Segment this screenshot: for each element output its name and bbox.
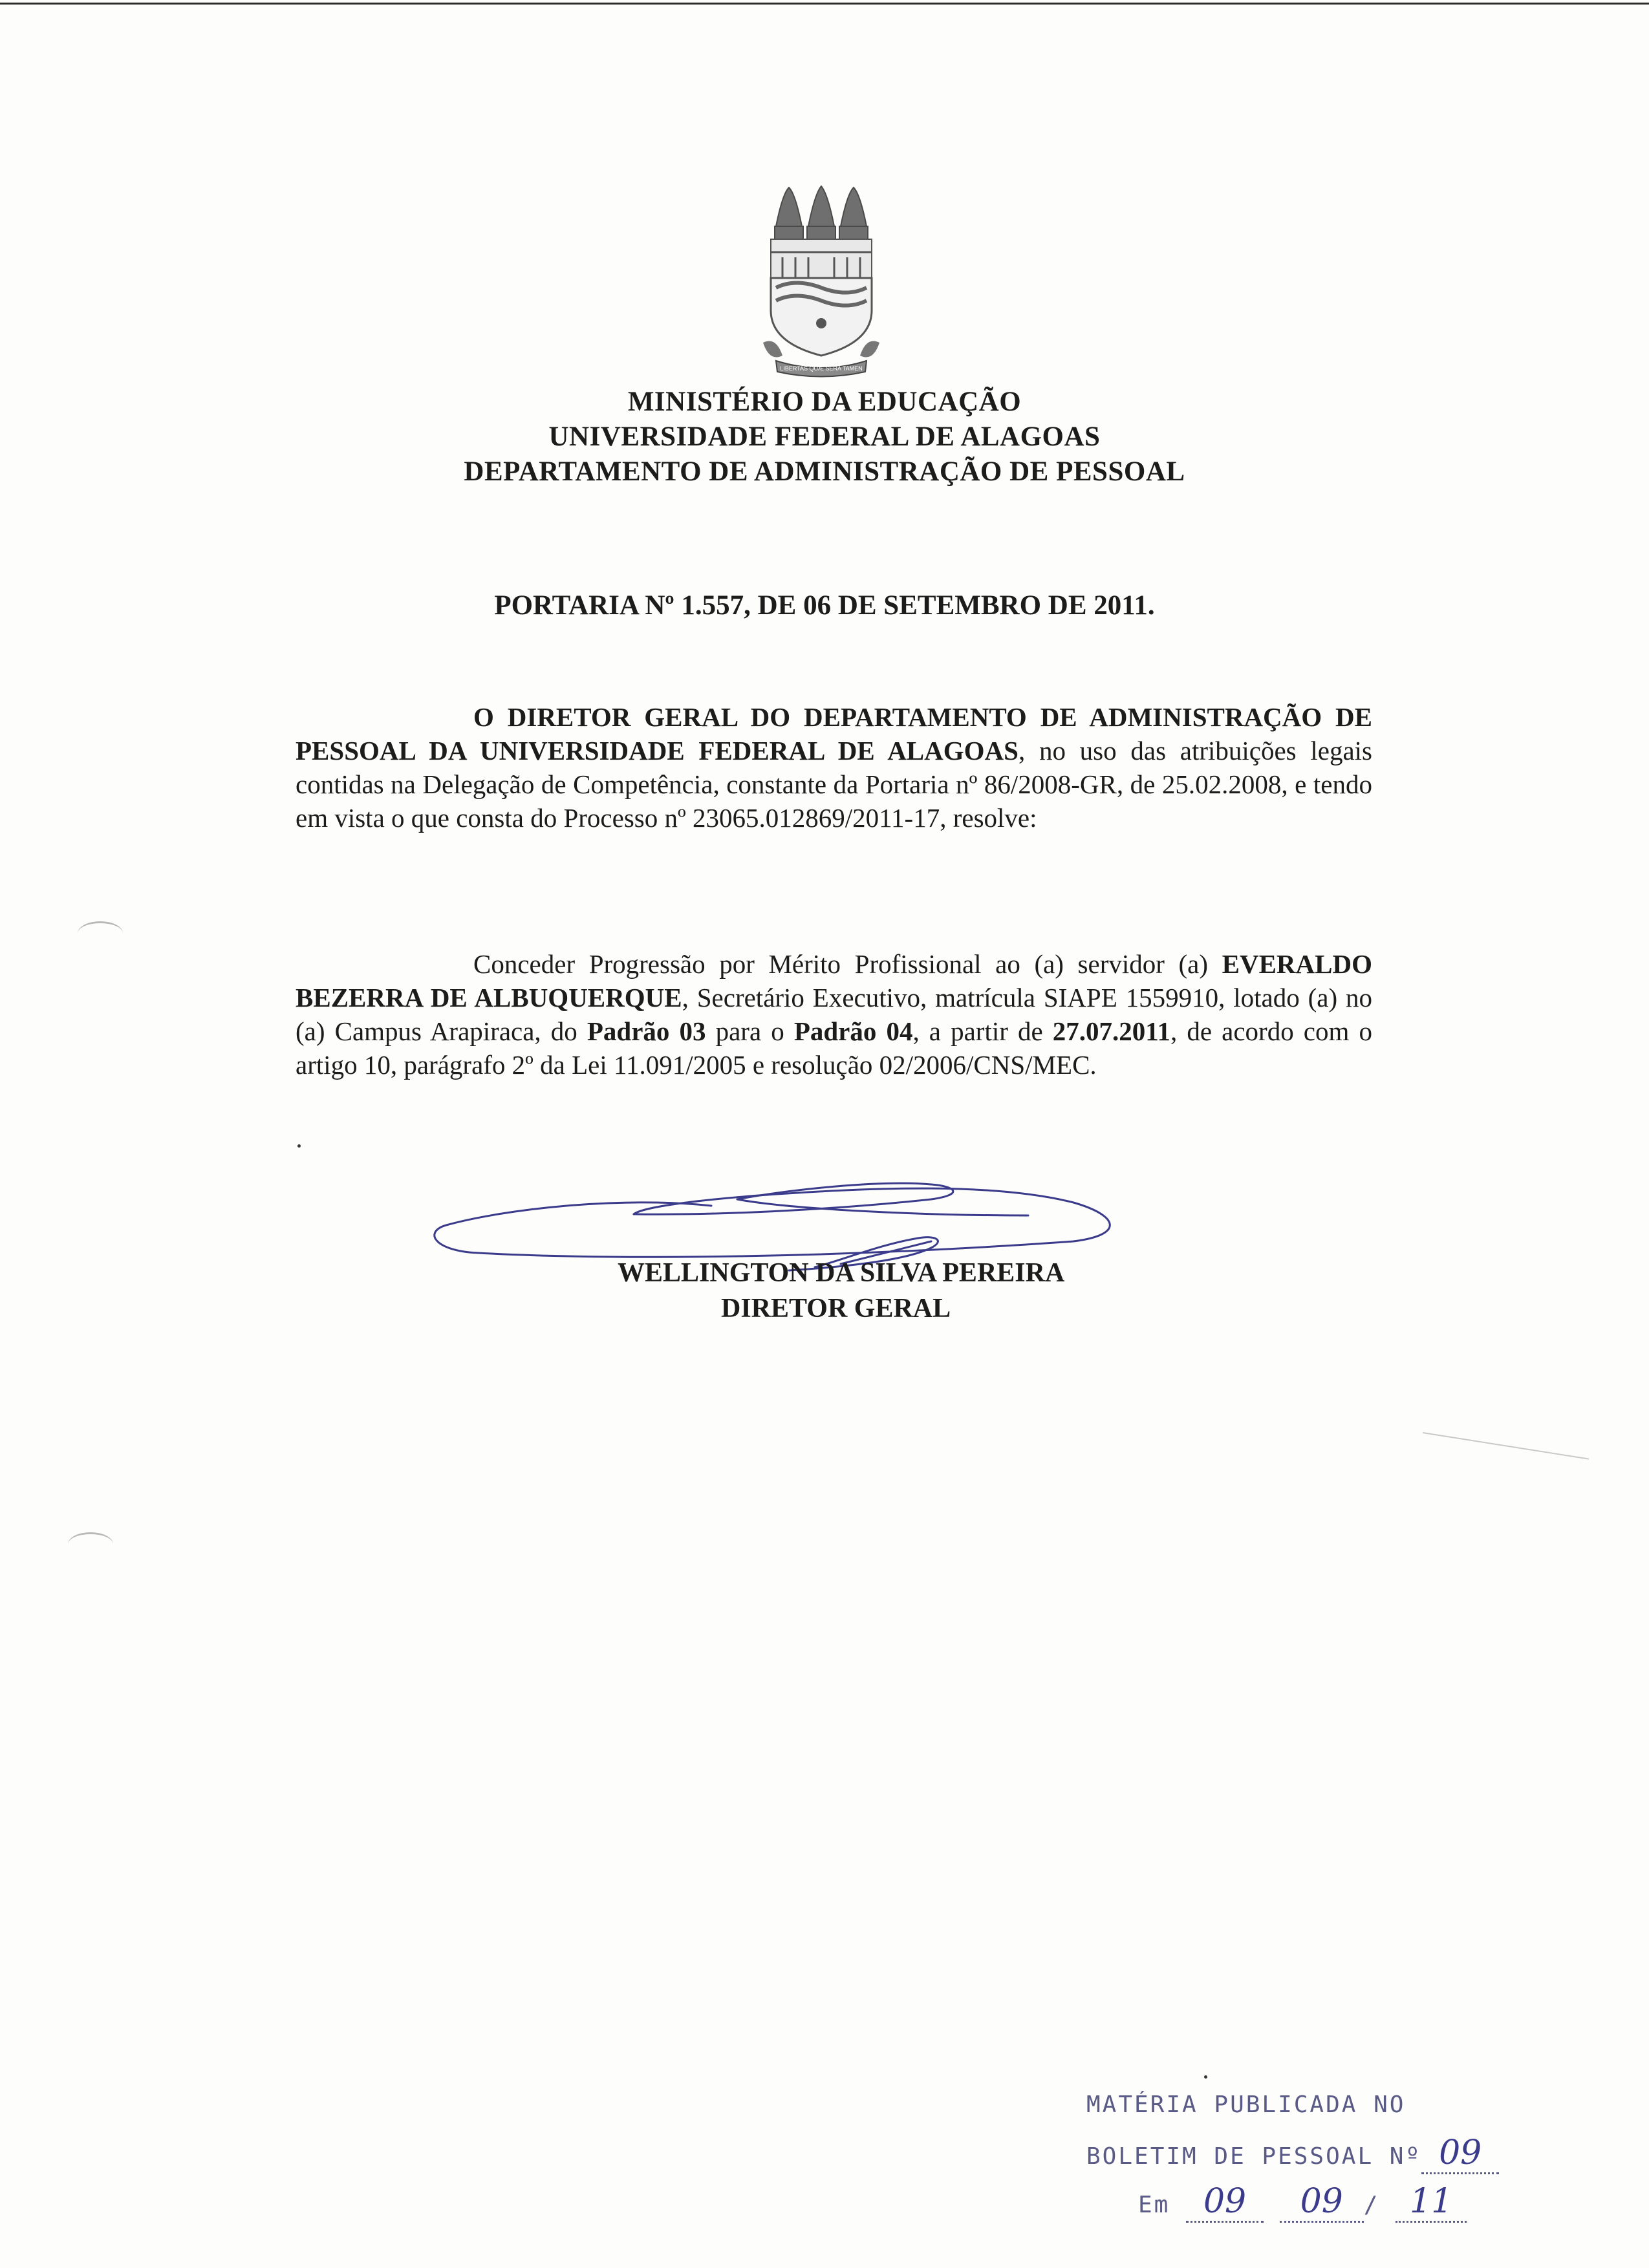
body-text: Conceder Progressão por Mérito Profissional ao (a) servidor (a) [473, 949, 1222, 979]
publication-stamp-line2: BOLETIM DE PESSOAL Nº 09 [1086, 2134, 1507, 2174]
stamp-month: 09 [1300, 2182, 1343, 2221]
publication-stamp-line3: Em 09 09 / 11 [1138, 2182, 1558, 2223]
from-level: Padrão 03 [587, 1016, 706, 1046]
body-text: , a partir de [912, 1016, 1053, 1046]
svg-text:LIBERTAS QUÆ SERA TAMEN: LIBERTAS QUÆ SERA TAMEN [780, 365, 863, 372]
punch-hole-mark [68, 1532, 113, 1556]
effective-date: 27.07.2011 [1052, 1016, 1171, 1046]
body-text: , Secretário Executivo, matrícula SIAPE 1559910, lotado (a) no (a) Campus Arapiraca, do [296, 983, 1372, 1046]
university-crest-icon [757, 181, 886, 381]
stamp-day: 09 [1203, 2182, 1247, 2221]
stamp-year: 11 [1410, 2182, 1453, 2221]
header-department: DEPARTAMENTO DE ADMINISTRAÇÃO DE PESSOAL [464, 456, 1185, 487]
resolution-paragraph [296, 947, 1372, 1082]
punch-hole-mark [78, 921, 123, 945]
signatory-name: WELLINGTON DA SILVA PEREIRA [618, 1258, 1065, 1288]
publication-stamp-line1: MATÉRIA PUBLICADA NO [1086, 2091, 1406, 2118]
scan-scratch [1423, 1432, 1589, 1460]
header-ministry: MINISTÉRIO DA EDUCAÇÃO [627, 387, 1022, 417]
scan-top-edge [0, 3, 1649, 5]
signatory-role: DIRETOR GERAL [721, 1294, 951, 1323]
preamble-paragraph [296, 700, 1372, 835]
body-text: para o [706, 1016, 794, 1046]
body-text: , de acordo com o artigo 10, parágrafo 2º da Lei 11.091/2005 e resolução 02/2006/CNS/MEC. [296, 1016, 1372, 1080]
to-level: Padrão 04 [793, 1016, 913, 1046]
scan-speck [1204, 2075, 1207, 2079]
header-university: UNIVERSIDADE FEDERAL DE ALAGOAS [548, 422, 1101, 452]
preamble-text: , no uso das atribuições legais contidas na Delegação de Competência, constante da Portaria nº 86/2008-GR, de 25.02.2008, e tendo em vista o que consta do Processo nº 23065.012869/2011-17, resolve: [296, 736, 1372, 833]
document-title: PORTARIA Nº 1.557, DE 06 DE SETEMBRO DE 2011. [494, 590, 1155, 621]
scan-speck [297, 1144, 301, 1148]
servant-name: EVERALDO BEZERRA DE ALBUQUERQUE [296, 949, 1372, 1012]
preamble-authority: O DIRETOR GERAL DO DEPARTAMENTO DE ADMINISTRAÇÃO DE PESSOAL DA UNIVERSIDADE FEDERAL DE ALAGOAS [296, 702, 1372, 765]
boletim-number: 09 [1439, 2134, 1482, 2172]
